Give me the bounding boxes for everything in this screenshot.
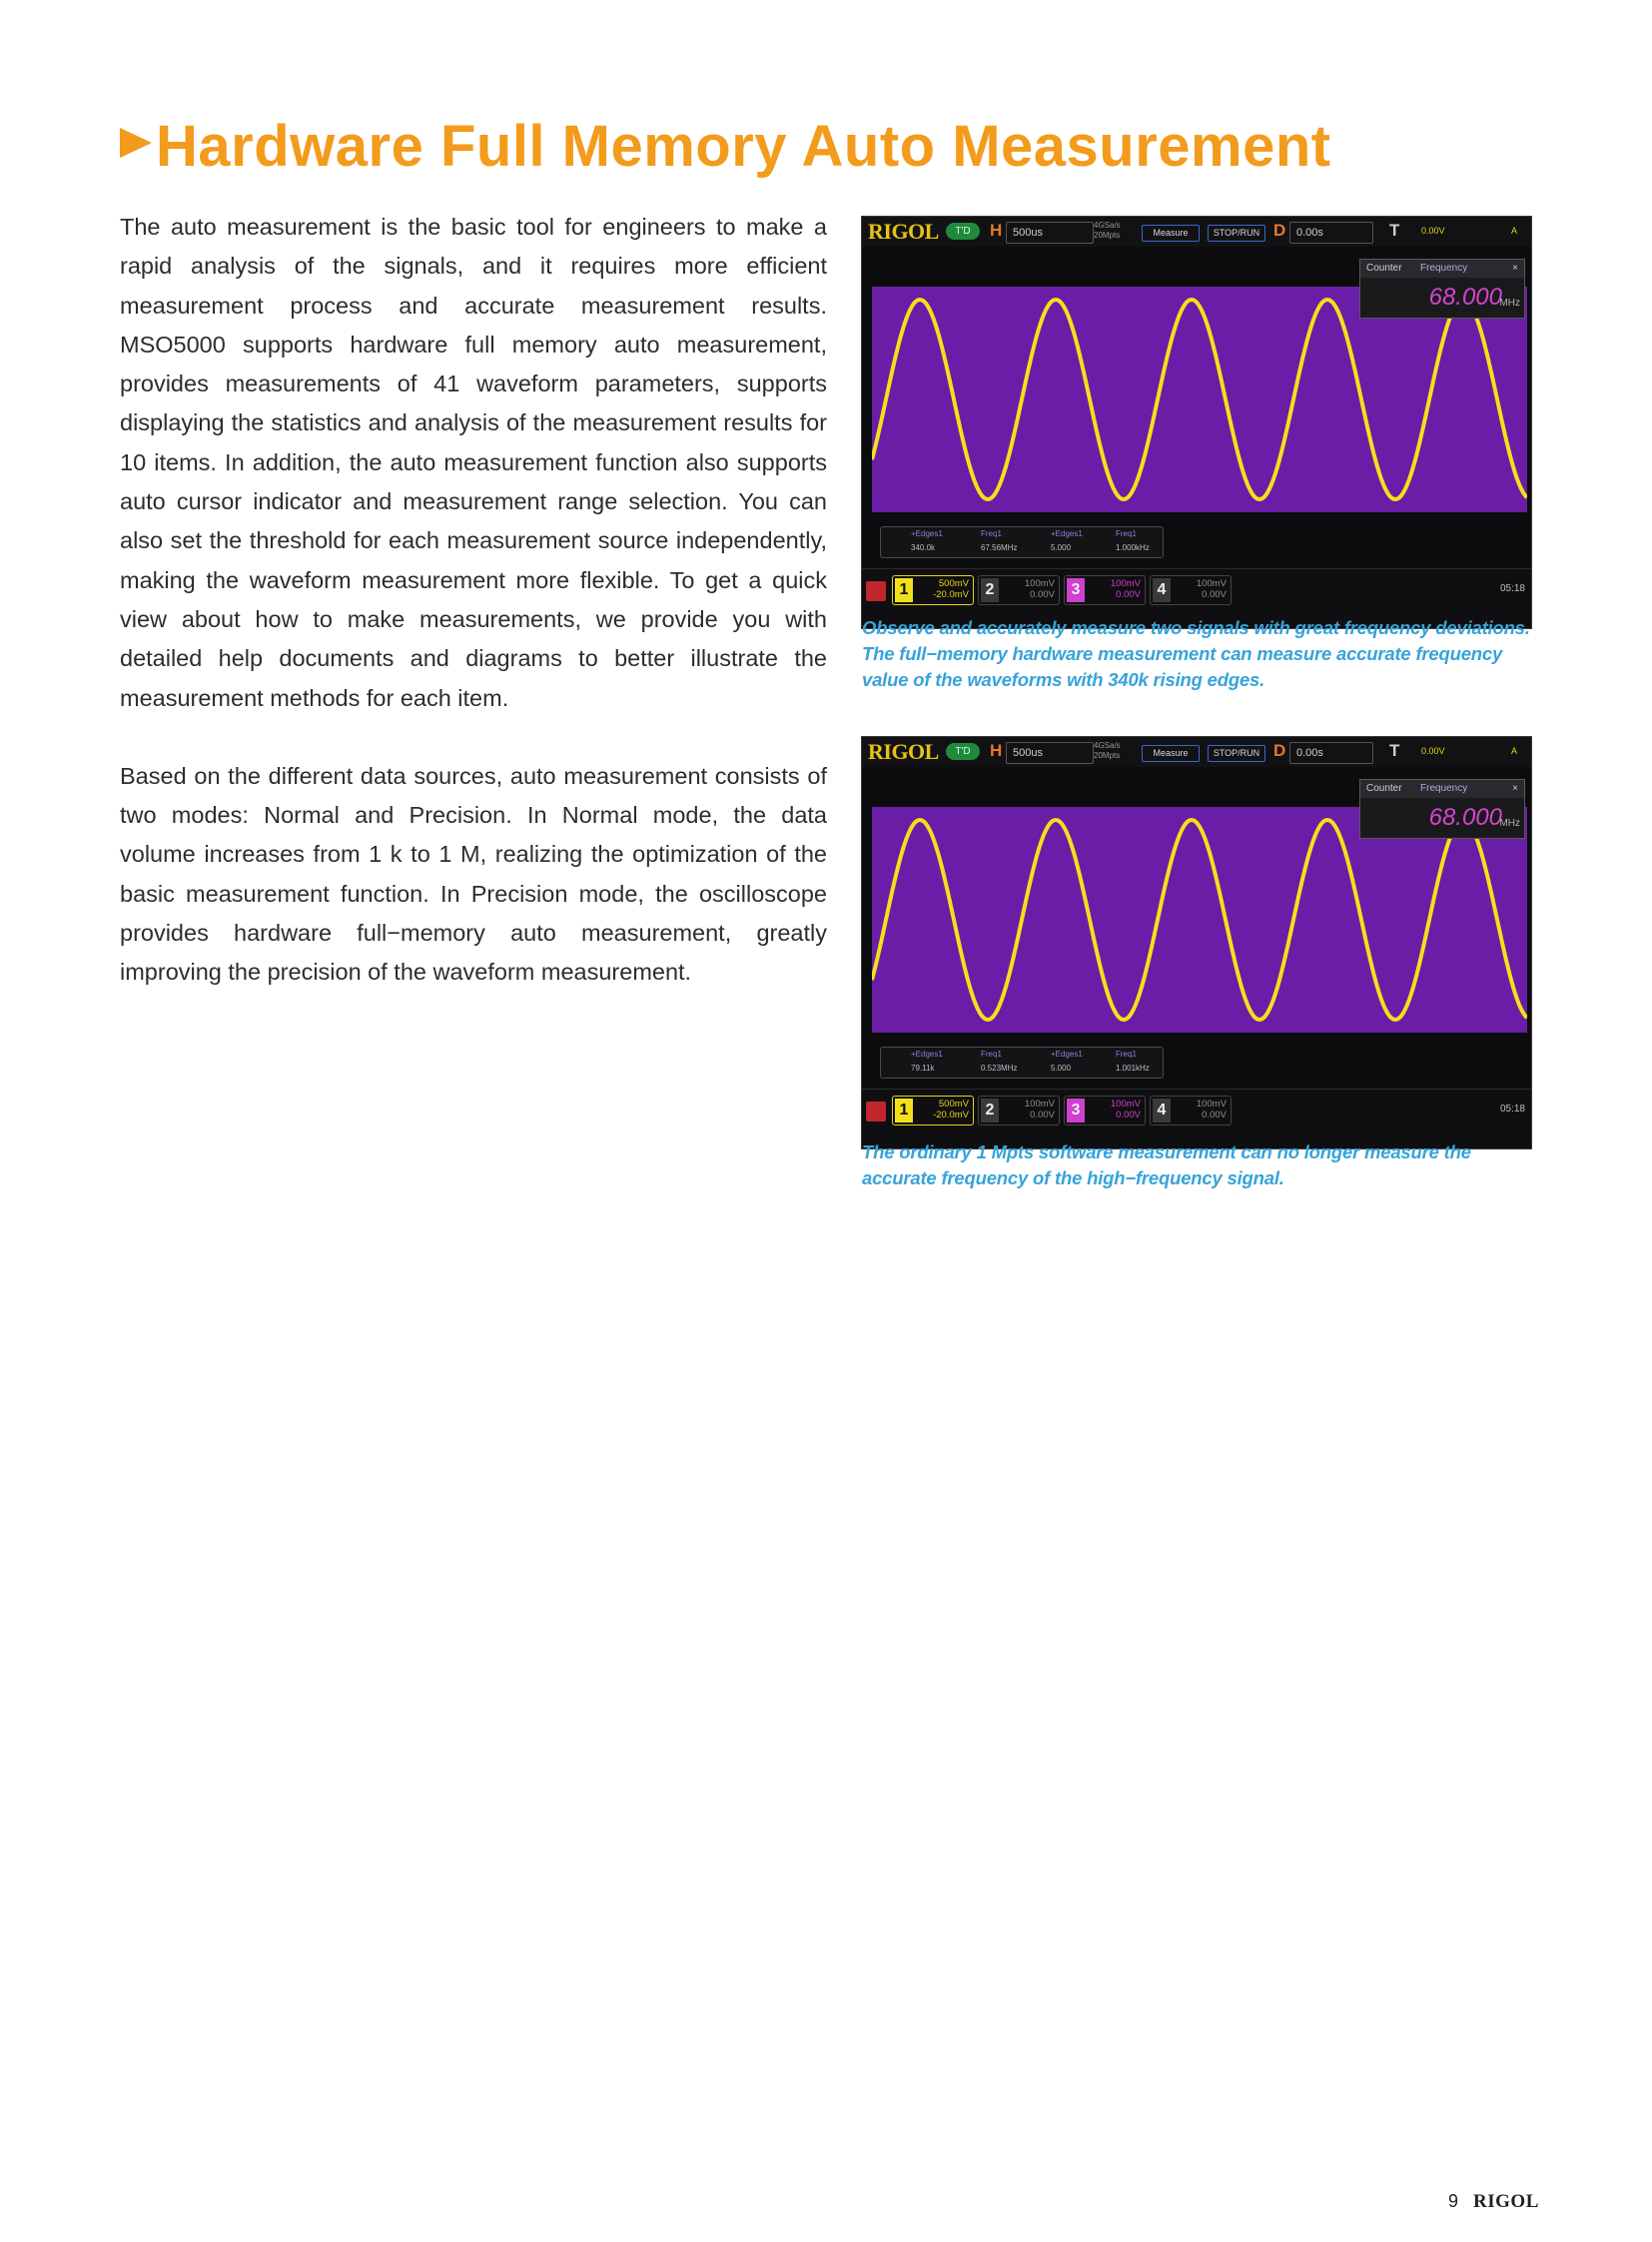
channel-scale: 100mV (1110, 1099, 1141, 1110)
meas-value: 1.000kHz (1116, 543, 1150, 552)
td-indicator: T'D (946, 223, 980, 240)
channel-scale: 500mV (938, 578, 969, 589)
meas-value: 79.11k (911, 1064, 935, 1073)
channel-offset: -20.0mV (933, 1110, 969, 1121)
delay-label: D (1273, 221, 1286, 240)
menu-icon[interactable] (866, 1102, 886, 1121)
memory-depth: 20Mpts (1094, 751, 1121, 760)
waveform-svg (872, 287, 1527, 512)
channel-number: 1 (895, 578, 913, 602)
horizontal-label: H (990, 221, 1003, 240)
channel-offset: 0.00V (1202, 589, 1227, 600)
meas-value: 5.000 (1051, 1064, 1072, 1073)
channel-1-trace (872, 300, 1527, 499)
horizontal-label: H (990, 741, 1003, 760)
channel-offset: 0.00V (1116, 1110, 1141, 1121)
page-number: 9 (1448, 2191, 1459, 2211)
channel-1-trace (872, 820, 1527, 1020)
scope-toolbar (862, 217, 1531, 247)
channel-values (933, 578, 969, 600)
figure-caption: The ordinary 1 Mpts software measurement can no longer measure the accurate frequency of the high−frequency signal. (862, 1141, 1471, 1188)
channel-3-box[interactable] (1064, 575, 1146, 605)
counter-unit: MHz (1499, 818, 1520, 829)
timebase-box[interactable] (1006, 742, 1094, 764)
meas-value: 0.523MHz (981, 1064, 1018, 1073)
channel-offset: -20.0mV (933, 589, 969, 600)
meas-value: 1.001kHz (1116, 1064, 1150, 1073)
trigger-mode: A (1511, 746, 1518, 756)
channel-1-box[interactable] (892, 1096, 974, 1125)
delay-value: 0.00s (1296, 747, 1323, 759)
counter-unit: MHz (1499, 298, 1520, 309)
meas-value: 67.56MHz (981, 543, 1018, 552)
channel-number: 2 (981, 1099, 999, 1122)
page-footer (1448, 2191, 1539, 2213)
trigger-level: 0.00V (1421, 226, 1445, 236)
channel-values (933, 1099, 969, 1121)
measure-button[interactable]: Measure (1142, 745, 1200, 762)
paragraph: The auto measurement is the basic tool for engineers to make a rapid analysis of the signals, and it requires more efficient measurement process and accurate measurement results. MSO5000 supports hardware full memory auto measurement, provides measurements of 41 waveform parameters, supports displaying the statistics and analysis of the measurement results for 10 items. In addition, the auto measurement function also supports auto cursor indicator and measurement range selection. You can also set the threshold for each measurement source independently, making the waveform measurement more flexible. To get a quick view about how to make measurements, we provide you with detailed help documents and diagrams to better illustrate the measurement methods for each item. (120, 214, 827, 711)
channel-offset: 0.00V (1202, 1110, 1227, 1121)
measure-button[interactable]: Measure (1142, 225, 1200, 242)
channel-scale: 500mV (938, 1099, 969, 1110)
meas-name: +Edges1 (1051, 1050, 1083, 1059)
clock: 05:18 (1499, 583, 1525, 594)
channel-number: 4 (1153, 578, 1171, 602)
channel-number: 3 (1067, 1099, 1085, 1122)
meas-name: +Edges1 (911, 529, 943, 538)
trigger-label: T (1389, 741, 1400, 760)
meas-value: 340.0k (911, 543, 936, 552)
meas-name: Freq1 (981, 529, 1002, 538)
channel-scale: 100mV (1110, 578, 1141, 589)
channel-offset: 0.00V (1030, 1110, 1055, 1121)
channel-scale: 100mV (1024, 578, 1055, 589)
td-indicator: T'D (946, 743, 980, 760)
paragraph: Based on the different data sources, auto measurement consists of two modes: Normal and Precision. In Normal mode, the data volume increases from 1 k to 1 M, realizing the optimization of the basic measurement function. In Precision mode, the oscilloscope provides hardware full−memory auto measurement, greatly improving the precision of the waveform measurement. (120, 762, 827, 986)
counter-title: Counter (1366, 783, 1402, 794)
counter-header (1360, 260, 1524, 278)
figure-caption: Observe and accurately measure two signals with great frequency deviations. The full−memory hardware measurement can measure accurate frequency value of the waveforms with 340k rising edges. (862, 617, 1530, 690)
channel-1-box[interactable] (892, 575, 974, 605)
channel-2-box[interactable] (978, 1096, 1060, 1125)
trigger-label: T (1389, 221, 1400, 240)
body-text (120, 208, 827, 1032)
waveform-svg (872, 807, 1527, 1033)
counter-panel (1359, 259, 1525, 319)
channel-values (1111, 1099, 1141, 1121)
stop-run-button[interactable]: STOP/RUN (1208, 225, 1265, 242)
waveform-plot (872, 287, 1527, 512)
waveform-plot (872, 807, 1527, 1033)
meas-name: +Edges1 (1051, 529, 1083, 538)
scope-logo: RIGOL (868, 219, 939, 244)
meas-name: Freq1 (981, 1050, 1002, 1059)
channel-scale: 100mV (1196, 1099, 1227, 1110)
trigger-level: 0.00V (1421, 746, 1445, 756)
footer-brand: RIGOL (1473, 2191, 1539, 2212)
delay-label: D (1273, 741, 1286, 760)
timebase-box[interactable] (1006, 222, 1094, 244)
timebase-value: 500us (1013, 227, 1043, 239)
sample-rate: 4GSa/s (1094, 221, 1121, 230)
scope-logo: RIGOL (868, 739, 939, 764)
counter-source: Frequency (1420, 783, 1468, 794)
counter-value: 68.000 (1428, 284, 1502, 311)
channel-values (1025, 578, 1055, 600)
counter-panel (1359, 779, 1525, 839)
meas-name: Freq1 (1116, 529, 1137, 538)
channel-3-box[interactable] (1064, 1096, 1146, 1125)
channel-number: 4 (1153, 1099, 1171, 1122)
timebase-value: 500us (1013, 747, 1043, 759)
channel-number: 1 (895, 1099, 913, 1122)
channel-4-box[interactable] (1150, 1096, 1232, 1125)
channel-number: 3 (1067, 578, 1085, 602)
counter-value: 68.000 (1428, 804, 1502, 831)
counter-source: Frequency (1420, 263, 1468, 274)
channel-scale: 100mV (1024, 1099, 1055, 1110)
meas-value: 5.000 (1051, 543, 1072, 552)
channel-2-box[interactable] (978, 575, 1060, 605)
stop-run-button[interactable]: STOP/RUN (1208, 745, 1265, 762)
channel-values (1197, 1099, 1227, 1121)
clock: 05:18 (1499, 1104, 1525, 1115)
delay-box[interactable] (1289, 222, 1373, 244)
measurement-bar (880, 1047, 1164, 1079)
channel-scale: 100mV (1196, 578, 1227, 589)
delay-value: 0.00s (1296, 227, 1323, 239)
delay-box[interactable] (1289, 742, 1373, 764)
channel-values (1197, 578, 1227, 600)
memory-depth: 20Mpts (1094, 231, 1121, 240)
menu-icon[interactable] (866, 581, 886, 601)
scope-screenshot (861, 216, 1532, 629)
meas-name: +Edges1 (911, 1050, 943, 1059)
counter-header (1360, 780, 1524, 798)
measurement-bar (880, 526, 1164, 558)
counter-title: Counter (1366, 263, 1402, 274)
channel-number: 2 (981, 578, 999, 602)
channel-4-box[interactable] (1150, 575, 1232, 605)
trigger-mode: A (1511, 226, 1518, 236)
channel-offset: 0.00V (1030, 589, 1055, 600)
channel-values (1111, 578, 1141, 600)
channel-values (1025, 1099, 1055, 1121)
sample-rate: 4GSa/s (1094, 741, 1121, 750)
channel-offset: 0.00V (1116, 589, 1141, 600)
close-icon[interactable]: × (1512, 263, 1518, 274)
close-icon[interactable]: × (1512, 783, 1518, 794)
scope-toolbar (862, 737, 1531, 767)
scope-screenshot (861, 736, 1532, 1149)
meas-name: Freq1 (1116, 1050, 1137, 1059)
page-title: Hardware Full Memory Auto Measurement (156, 114, 1331, 179)
